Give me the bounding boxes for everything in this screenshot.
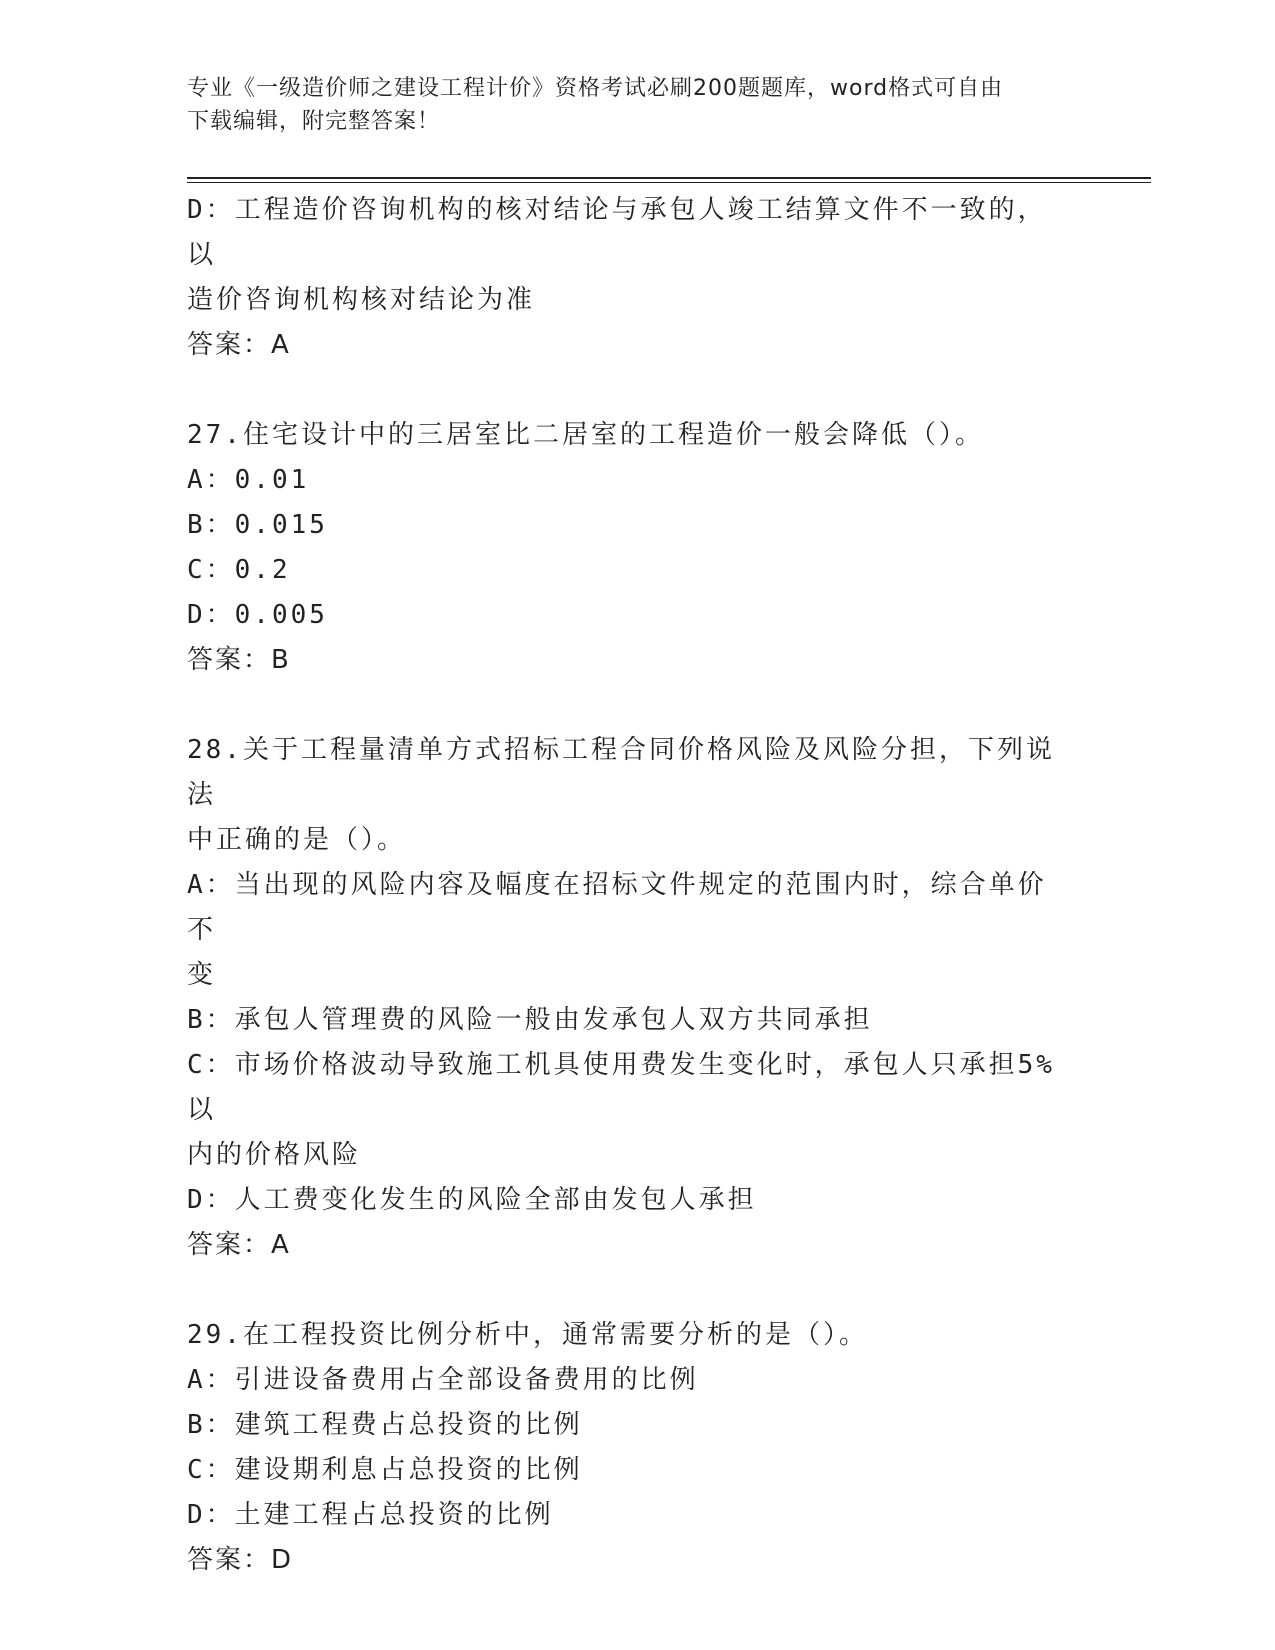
option-a: A：引进设备费用占全部设备费用的比例 [187, 1365, 699, 1395]
option-d: D：人工费变化发生的风险全部由发包人承担 [187, 1185, 757, 1215]
answer-line: 答案：A [187, 330, 291, 360]
question-stem: 28.关于工程量清单方式招标工程合同价格风险及风险分担，下列说法 [187, 735, 1055, 810]
question-26-tail [187, 188, 1067, 368]
answer-line: 答案：A [187, 1230, 291, 1260]
header-line-1: 专业《一级造价师之建设工程计价》资格考试必刷200题题库，word格式可自由 [187, 76, 1004, 101]
option-c: C：0.2 [187, 555, 291, 585]
option-d: D：工程造价咨询机构的核对结论与承包人竣工结算文件不一致的，以 [187, 195, 1047, 270]
question-stem: 27.住宅设计中的三居室比二居室的工程造价一般会降低（）。 [187, 420, 984, 450]
question-27 [187, 413, 1067, 683]
spacer [187, 1268, 1067, 1313]
header-divider-thick [187, 177, 1151, 179]
option-b: B：承包人管理费的风险一般由发承包人双方共同承担 [187, 1005, 873, 1035]
question-stem: 29.在工程投资比例分析中，通常需要分析的是（）。 [187, 1320, 868, 1350]
option-a: A：当出现的风险内容及幅度在招标文件规定的范围内时，综合单价不 [187, 870, 1047, 945]
spacer [187, 683, 1067, 728]
option-d: D：0.005 [187, 600, 328, 630]
option-b: B：0.015 [187, 510, 328, 540]
option-c: C：市场价格波动导致施工机具使用费发生变化时，承包人只承担5%以 [187, 1050, 1055, 1125]
answer-line: 答案：D [187, 1545, 294, 1575]
header-line-2: 下载编辑，附完整答案！ [187, 109, 441, 134]
question-29 [187, 1313, 1067, 1583]
option-c: C：建设期利息占总投资的比例 [187, 1455, 583, 1485]
question-stem-continued: 中正确的是（）。 [187, 825, 407, 855]
answer-line: 答案：B [187, 645, 291, 675]
option-d: D：土建工程占总投资的比例 [187, 1500, 554, 1530]
header-divider-thin [187, 182, 1151, 183]
document-header [187, 72, 1087, 138]
option-b: B：建筑工程费占总投资的比例 [187, 1410, 583, 1440]
option-a-continued: 变 [187, 960, 217, 990]
question-list [187, 188, 1067, 1583]
option-d-continued: 造价咨询机构核对结论为准 [187, 285, 536, 315]
spacer [187, 368, 1067, 413]
option-a: A：0.01 [187, 465, 310, 495]
option-c-continued: 内的价格风险 [187, 1140, 362, 1170]
question-28 [187, 728, 1067, 1268]
